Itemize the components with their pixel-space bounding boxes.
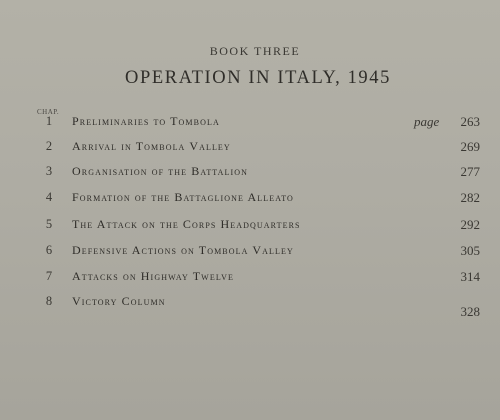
- chapter-number: 1: [45, 114, 53, 128]
- chapter-title: The Attack on the Corps Headquarters: [72, 217, 301, 231]
- chapter-number: 3: [45, 164, 53, 178]
- toc-entry: [0, 269, 500, 291]
- page-word: page: [414, 114, 440, 129]
- chapter-title: Victory Column: [72, 294, 166, 308]
- chapter-number: 6: [45, 243, 53, 257]
- chapter-number: 5: [45, 217, 53, 231]
- chapter-title: Arrival in Tombola Valley: [72, 139, 231, 153]
- chapter-number: 4: [45, 190, 53, 204]
- chapter-title: Organisation of the Battalion: [72, 164, 249, 178]
- chapter-title: Defensive Actions on Tombola Valley: [72, 243, 294, 257]
- chapter-column-label: CHAP.: [37, 108, 60, 116]
- page-number: 292: [460, 217, 480, 232]
- page-number: 305: [460, 243, 480, 258]
- toc-entry-page: [0, 304, 500, 326]
- page-number: 263: [460, 114, 480, 129]
- chapter-number: 2: [45, 139, 53, 153]
- toc-entry: [0, 190, 500, 212]
- page-number: 277: [460, 164, 480, 179]
- toc-entry: [0, 243, 500, 265]
- chapter-title: Attacks on Highway Twelve: [72, 269, 234, 283]
- toc-entry: [0, 217, 500, 239]
- part-title: OPERATION IN ITALY, 1945: [125, 68, 391, 88]
- page-number: 282: [460, 190, 480, 205]
- toc-entry: [0, 139, 500, 161]
- toc-entry: [0, 114, 500, 136]
- toc-entry: [0, 164, 500, 186]
- chapter-title: Formation of the Battaglione Alleato: [72, 190, 294, 204]
- page-number: 314: [460, 269, 480, 284]
- page-number: 328: [460, 304, 480, 319]
- chapter-number: 8: [45, 294, 53, 308]
- page-number: 269: [460, 139, 480, 154]
- book-label: BOOK THREE: [209, 44, 301, 58]
- chapter-number: 7: [45, 269, 53, 283]
- chapter-title: Preliminaries to Tombola: [72, 114, 220, 128]
